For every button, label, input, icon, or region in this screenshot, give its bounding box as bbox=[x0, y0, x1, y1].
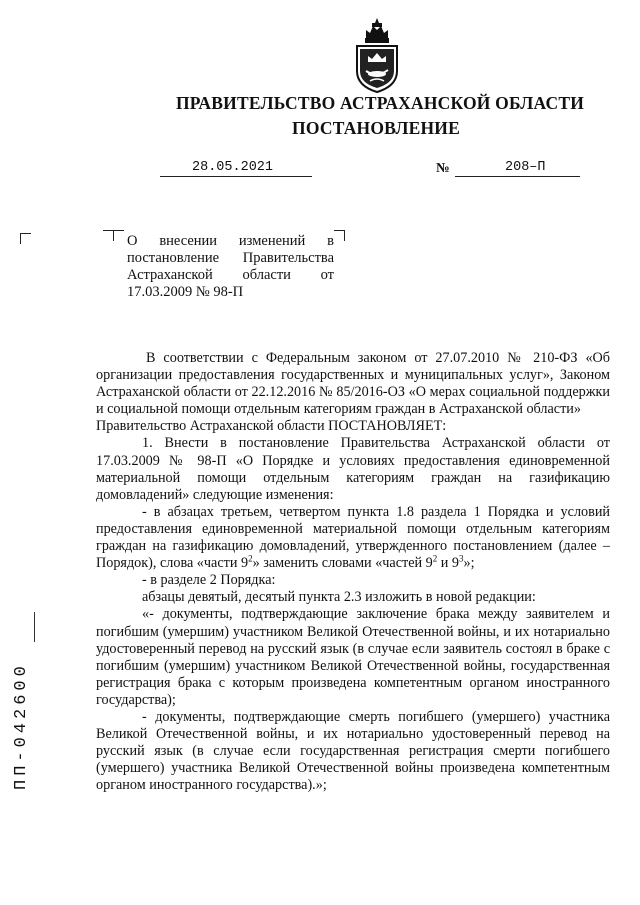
document-body bbox=[96, 350, 610, 794]
paragraph-death-docs: - документы, подтверждающие смерть погибшего (умершего) участника Великой Отечественной войны, и их нотариально удостоверенный перевод на русский язык (в случае если государственная регистрация смерти погибшего (умершего) участника Великой Отечественной войны произведена компетентным органом иностранного государства).»; bbox=[96, 708, 610, 794]
paragraph-item-1: 1. Внести в постановление Правительства Астраханской области от 17.03.2009 № 98-П «О Порядке и условиях предоставления единовременной материальной помощи отдельным категориям граждан на газификацию домовладений» следующие изменения: bbox=[96, 435, 610, 503]
date-underline bbox=[160, 176, 312, 177]
paragraph-change-1: - в абзацах третьем, четвертом пункта 1.8 раздела 1 Порядка и условий предоставления единовременной материальной помощи отдельным категориям граждан на газификацию домовладений, утвержденного постановлением (далее – Порядок), слова «части $9^2$» заменить словами «частей $9^2$ и $9^3$»; bbox=[96, 503, 610, 572]
serial-number: ПП-042600 bbox=[12, 662, 31, 790]
subject-corner-mark-right bbox=[334, 230, 345, 241]
document-subject: О внесении изменений в постановление Правительства Астраханской области от 17.03.2009 № 98-П bbox=[127, 233, 334, 300]
paragraph-legal-basis: В соответствии с Федеральным законом от 27.07.2010 № 210-ФЗ «Об организации предоставления государственных и муниципальных услуг», Законом Астраханской области от 22.12.2016 № 85/2016-ОЗ «О мерах социальной поддержки и социальной помощи отдельным категориям граждан в Астраханской области» bbox=[96, 350, 610, 418]
paragraph-section-2: - в разделе 2 Порядка: bbox=[142, 572, 276, 589]
paragraph-resolves: Правительство Астраханской области ПОСТАНОВЛЯЕТ: bbox=[96, 418, 447, 435]
left-corner-mark bbox=[20, 233, 31, 244]
number-label: № bbox=[436, 160, 450, 175]
coat-of-arms-icon bbox=[352, 16, 402, 94]
subject-corner-mark-left-2 bbox=[113, 230, 124, 241]
document-date: 28.05.2021 bbox=[192, 160, 274, 175]
document-type: ПОСТАНОВЛЕНИЕ bbox=[292, 118, 460, 138]
government-title: ПРАВИТЕЛЬСТВО АСТРАХАНСКОЙ ОБЛАСТИ bbox=[175, 93, 585, 113]
paragraph-marriage-docs: «- документы, подтверждающие заключение брака между заявителем и погибшим (умершим) участником Великой Отечественной войны, и их нотариально удостоверенный перевод на русский язык (в случае если заявитель состоял в браке с погибшим (умершим) участником Великой Отечественной войны, государственная регистрация брака с которым произведена компетентным органом иностранного государства); bbox=[96, 606, 610, 708]
number-underline bbox=[455, 176, 580, 177]
paragraph-new-edition: абзацы девятый, десятый пункта 2.3 изложить в новой редакции: bbox=[142, 589, 536, 606]
document-number: 208–П bbox=[505, 160, 546, 175]
margin-tick bbox=[34, 612, 35, 642]
